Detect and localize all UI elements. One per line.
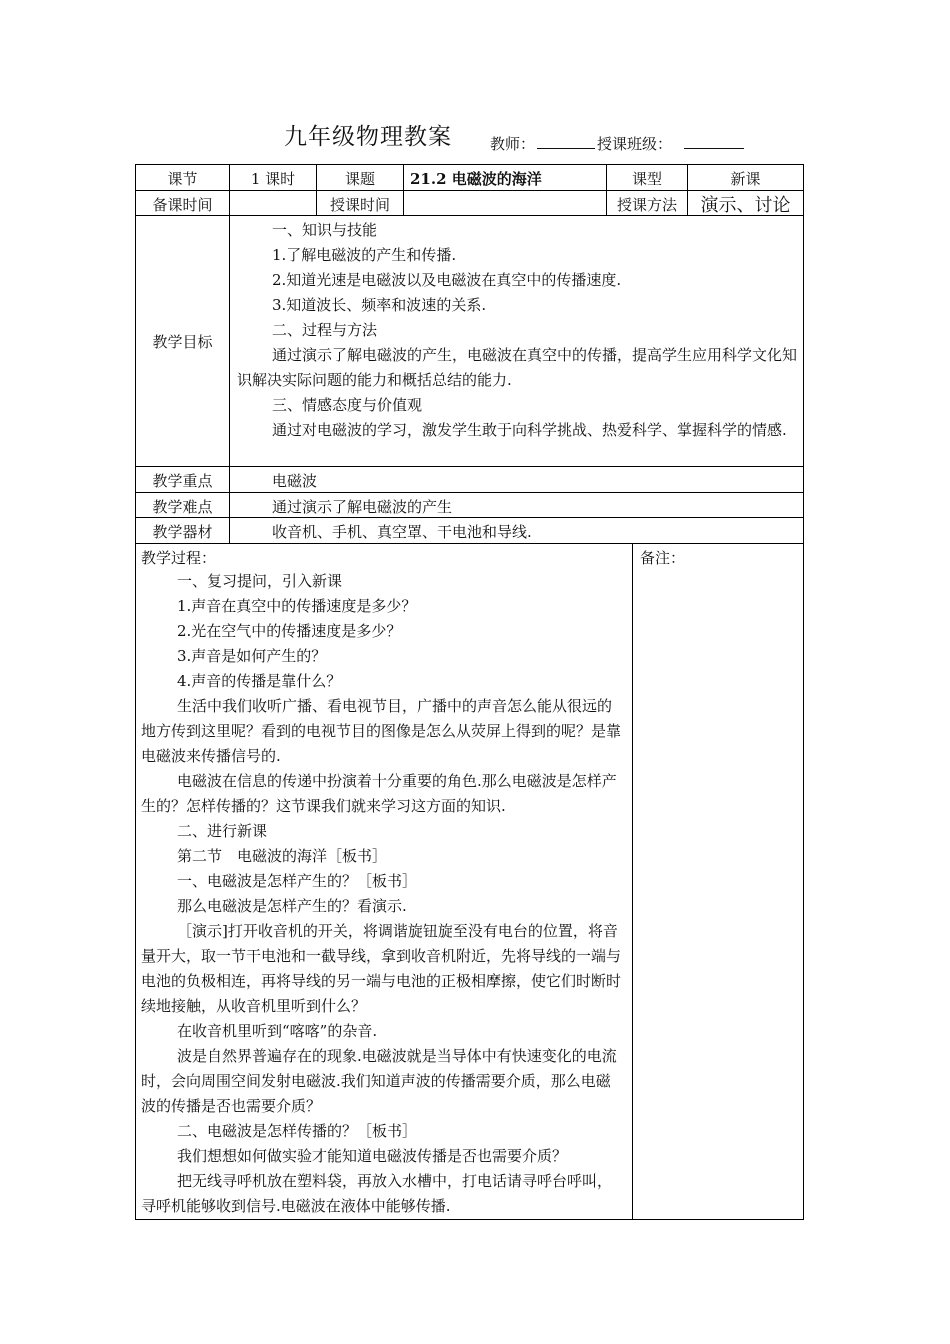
objective-line: 通过对电磁波的学习，激发学生敢于向科学挑战、热爱科学、掌握科学的情感.: [272, 421, 787, 439]
teacher-blank: [537, 134, 595, 149]
process-paragraph: ［演示]打开收音机的开关，将调谐旋钮旋至没有电台的位置，将音量开大，取一节干电池和一截导线，拿到收音机附近，先将导线的一端与电池的负极相连，再将导线的另一端与电池的正极相摩擦，使它们时断时续地接触，从收音机里听到什么？: [141, 922, 622, 1015]
process-paragraph: 2.光在空气中的传播速度是多少？: [177, 622, 402, 640]
process-paragraph: 把无线寻呼机放在塑料袋，再放入水槽中，打电话请寻呼台呼叫，寻呼机能够收到信号.电磁波在液体中能够传播.: [141, 1172, 613, 1215]
objective-line: 3.知道波长、频率和波速的关系.: [272, 296, 487, 314]
method-value: 演示、讨论: [700, 195, 791, 216]
class-label: 授课班级：: [597, 135, 673, 153]
process-paragraph: 波是自然界普遍存在的现象.电磁波就是当导体中有快速变化的电流时，会向周围空间发射电磁波.我们知道声波的传播需要介质，那么电磁波的传播是否也需要介质？: [141, 1047, 617, 1115]
notes-label: 备注：: [640, 549, 686, 567]
equipment-value: 收音机、手机、真空罩、干电池和导线.: [272, 523, 532, 541]
process-paragraph: 生活中我们收听广播、看电视节目，广播中的声音怎么能从很远的地方传到这里呢？看到的电视节目的图像是怎么从荧屏上得到的呢？是靠电磁波来传播信号的.: [141, 697, 622, 765]
process-content: [141, 569, 625, 1219]
type-value: 新课: [730, 170, 761, 188]
method-label: 授课方法: [616, 196, 677, 214]
topic-value: [410, 168, 606, 189]
prep-time-label: 备课时间: [152, 196, 213, 214]
topic-label: 课题: [344, 170, 375, 188]
process-paragraph: 一、复习提问，引入新课: [177, 572, 343, 590]
process-paragraph: 二、进行新课: [177, 822, 268, 840]
topic-value-text: 21.2 电磁波的海洋: [410, 170, 542, 188]
objective-line: 一、知识与技能: [272, 221, 378, 239]
difficulty-value: 通过演示了解电磁波的产生: [272, 498, 453, 516]
objectives-label: 教学目标: [152, 333, 213, 351]
section-label: 课节: [167, 170, 198, 188]
type-label: 课型: [631, 170, 662, 188]
process-paragraph: 4.声音的传播是靠什么？: [177, 672, 342, 690]
objective-line: 1.了解电磁波的产生和传播.: [272, 246, 457, 264]
process-paragraph: 电磁波在信息的传递中扮演着十分重要的角色.那么电磁波是怎样产生的？怎样传播的？这节课我们就来学习这方面的知识.: [141, 772, 617, 815]
key-point-value: 电磁波: [272, 472, 318, 490]
objective-line: 二、过程与方法: [272, 321, 378, 339]
process-paragraph: 那么电磁波是怎样产生的？看演示.: [177, 897, 407, 915]
process-paragraph: 1.声音在真空中的传播速度是多少？: [177, 597, 417, 615]
objective-line: 通过演示了解电磁波的产生，电磁波在真空中的传播，提高学生应用科学文化知识解决实际问题的能力和概括总结的能力.: [237, 346, 798, 389]
objective-line: 2.知道光速是电磁波以及电磁波在真空中的传播速度.: [272, 271, 622, 289]
equipment-label: 教学器材: [152, 523, 213, 541]
header-meta: [490, 133, 746, 154]
objectives-content: [237, 218, 797, 443]
class-blank: [684, 134, 744, 149]
teacher-label: 教师：: [490, 135, 536, 153]
process-paragraph: 我们想想如何做实验才能知道电磁波传播是否也需要介质？: [177, 1147, 568, 1165]
process-paragraph: 二、电磁波是怎样传播的？［板书］: [177, 1122, 418, 1140]
process-label: 教学过程：: [141, 549, 217, 567]
process-paragraph: 3.声音是如何产生的？: [177, 647, 327, 665]
teach-time-label: 授课时间: [329, 196, 390, 214]
key-point-label: 教学重点: [152, 472, 213, 490]
page-title: 九年级物理教案: [284, 124, 452, 150]
process-paragraph: 第二节 电磁波的海洋［板书］: [177, 847, 388, 865]
process-paragraph: 一、电磁波是怎样产生的？［板书］: [177, 872, 418, 890]
process-paragraph: 在收音机里听到“喀喀”的杂音.: [177, 1022, 378, 1040]
section-value: 1 课时: [250, 170, 296, 188]
objective-line: 三、情感态度与价值观: [272, 396, 423, 414]
difficulty-label: 教学难点: [152, 498, 213, 516]
